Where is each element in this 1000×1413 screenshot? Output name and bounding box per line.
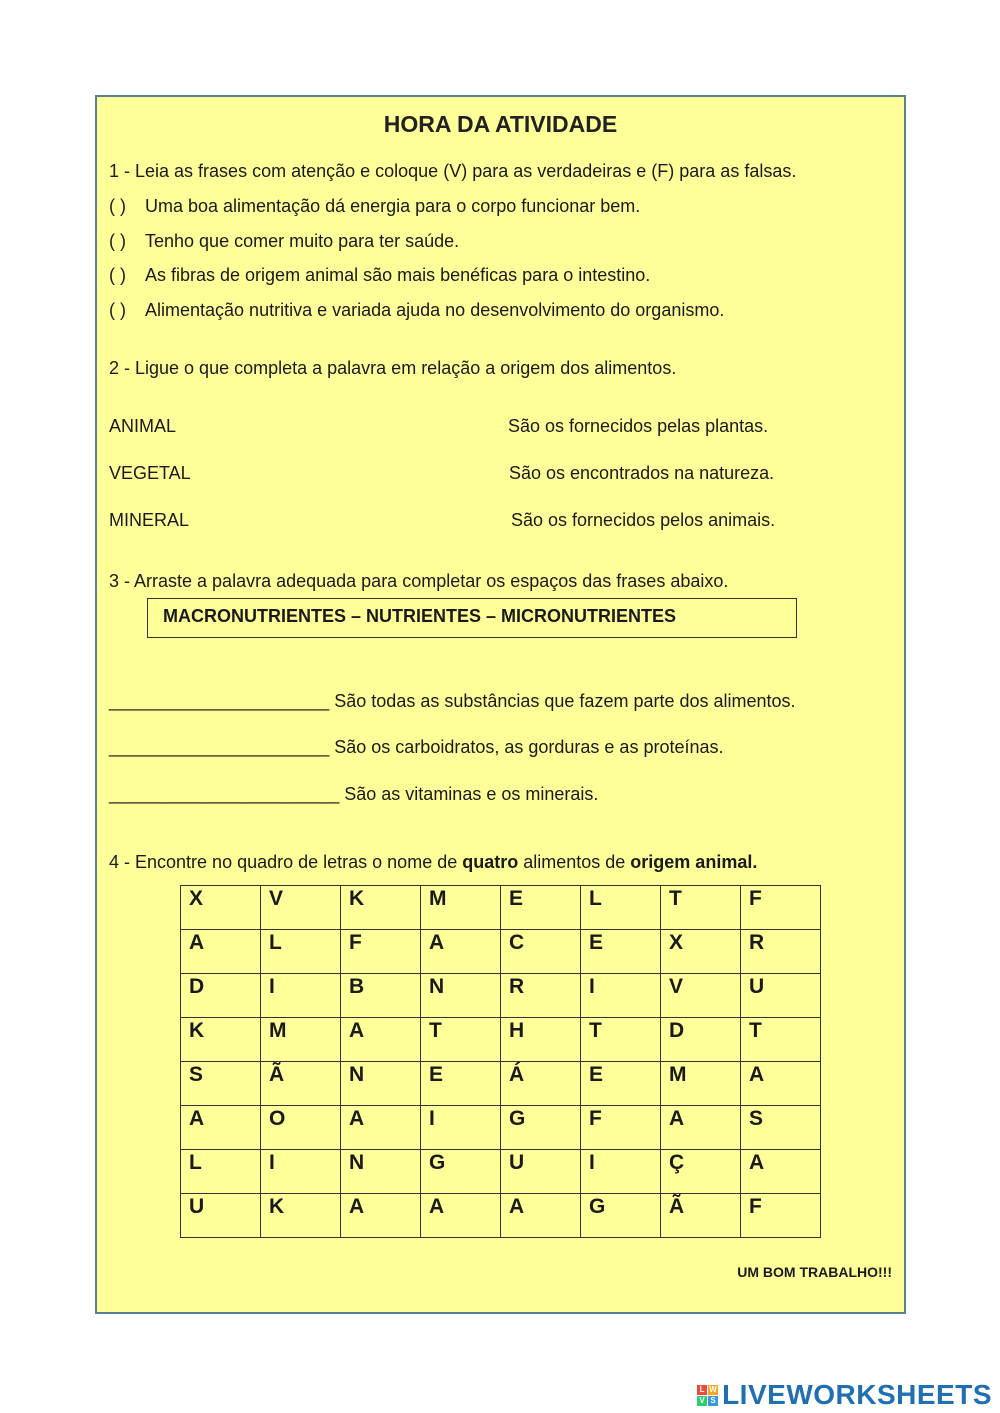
q4-prompt: 4 - Encontre no quadro de letras o nome de quatro alimentos de origem animal. bbox=[109, 852, 758, 872]
brand-name: LIVEWORKSHEETS bbox=[722, 1379, 992, 1410]
closing-note: UM BOM TRABALHO!!! bbox=[737, 1264, 892, 1280]
grid-cell[interactable]: D bbox=[661, 1018, 741, 1062]
grid-cell[interactable]: Á bbox=[501, 1062, 581, 1106]
word-bank[interactable]: MACRONUTRIENTES – NUTRIENTES – MICRONUTRIENTES bbox=[147, 598, 797, 638]
grid-cell[interactable]: A bbox=[741, 1150, 821, 1194]
grid-cell[interactable]: F bbox=[741, 886, 821, 930]
q1-item: ( ) Uma boa alimentação dá energia para o corpo funcionar bem. bbox=[109, 196, 641, 216]
grid-cell[interactable]: D bbox=[181, 974, 261, 1018]
grid-cell[interactable]: A bbox=[661, 1106, 741, 1150]
grid-cell[interactable]: N bbox=[341, 1062, 421, 1106]
grid-cell[interactable]: M bbox=[661, 1062, 741, 1106]
grid-cell[interactable]: V bbox=[261, 886, 341, 930]
blank-field[interactable]: ______________________ bbox=[109, 691, 330, 711]
grid-row bbox=[181, 886, 821, 930]
grid-row bbox=[181, 1062, 821, 1106]
grid-cell[interactable]: O bbox=[261, 1106, 341, 1150]
grid-cell[interactable]: S bbox=[741, 1106, 821, 1150]
grid-cell[interactable]: U bbox=[181, 1194, 261, 1238]
word-search-grid bbox=[180, 885, 821, 1238]
grid-cell[interactable]: A bbox=[421, 930, 501, 974]
grid-cell[interactable]: G bbox=[501, 1106, 581, 1150]
grid-cell[interactable]: E bbox=[501, 886, 581, 930]
grid-cell[interactable]: F bbox=[581, 1106, 661, 1150]
grid-cell[interactable]: X bbox=[661, 930, 741, 974]
grid-cell[interactable]: Ç bbox=[661, 1150, 741, 1194]
grid-cell[interactable]: X bbox=[181, 886, 261, 930]
q2-right-option[interactable]: São os fornecidos pelas plantas. bbox=[508, 416, 769, 436]
worksheet-panel bbox=[95, 95, 906, 1314]
grid-row bbox=[181, 1018, 821, 1062]
grid-cell[interactable]: U bbox=[501, 1150, 581, 1194]
answer-paren[interactable]: ( ) bbox=[109, 231, 126, 251]
grid-cell[interactable]: A bbox=[181, 930, 261, 974]
grid-cell[interactable]: A bbox=[341, 1106, 421, 1150]
brand-footer bbox=[697, 1378, 992, 1412]
grid-cell[interactable]: M bbox=[261, 1018, 341, 1062]
grid-cell[interactable]: F bbox=[341, 930, 421, 974]
q2-left-mineral[interactable]: MINERAL bbox=[109, 510, 190, 530]
answer-paren[interactable]: ( ) bbox=[109, 300, 126, 320]
q2-left-vegetal[interactable]: VEGETAL bbox=[109, 463, 191, 483]
grid-cell[interactable]: Ã bbox=[261, 1062, 341, 1106]
grid-cell[interactable]: I bbox=[261, 1150, 341, 1194]
grid-cell[interactable]: A bbox=[741, 1062, 821, 1106]
q1-prompt: 1 - Leia as frases com atenção e coloque (V) para as verdadeiras e (F) para as falsas. bbox=[109, 161, 797, 181]
grid-cell[interactable]: A bbox=[421, 1194, 501, 1238]
grid-cell[interactable]: T bbox=[741, 1018, 821, 1062]
grid-cell[interactable]: I bbox=[421, 1106, 501, 1150]
page-title: HORA DA ATIVIDADE bbox=[383, 111, 618, 137]
grid-cell[interactable]: G bbox=[421, 1150, 501, 1194]
grid-cell[interactable]: I bbox=[261, 974, 341, 1018]
q1-item: ( ) Tenho que comer muito para ter saúde. bbox=[109, 231, 460, 251]
grid-cell[interactable]: M bbox=[421, 886, 501, 930]
grid-cell[interactable]: U bbox=[741, 974, 821, 1018]
grid-cell[interactable]: G bbox=[581, 1194, 661, 1238]
grid-cell[interactable]: K bbox=[261, 1194, 341, 1238]
grid-cell[interactable]: I bbox=[581, 1150, 661, 1194]
grid-cell[interactable]: K bbox=[341, 886, 421, 930]
grid-cell[interactable]: A bbox=[341, 1018, 421, 1062]
grid-cell[interactable]: A bbox=[341, 1194, 421, 1238]
q3-sentence: ______________________ São todas as substâncias que fazem parte dos alimentos. bbox=[109, 691, 796, 711]
grid-cell[interactable]: I bbox=[581, 974, 661, 1018]
grid-cell[interactable]: F bbox=[741, 1194, 821, 1238]
grid-cell[interactable]: R bbox=[501, 974, 581, 1018]
grid-cell[interactable]: L bbox=[581, 886, 661, 930]
liveworksheets-logo-icon: L W V S bbox=[697, 1385, 718, 1406]
grid-cell[interactable]: E bbox=[581, 930, 661, 974]
grid-cell[interactable]: E bbox=[581, 1062, 661, 1106]
q2-prompt: 2 - Ligue o que completa a palavra em relação a origem dos alimentos. bbox=[109, 358, 677, 378]
q2-right-option[interactable]: São os encontrados na natureza. bbox=[509, 463, 775, 483]
grid-cell[interactable]: L bbox=[261, 930, 341, 974]
grid-cell[interactable]: A bbox=[181, 1106, 261, 1150]
grid-cell[interactable]: T bbox=[581, 1018, 661, 1062]
answer-paren[interactable]: ( ) bbox=[109, 196, 126, 216]
grid-row bbox=[181, 1194, 821, 1238]
grid-row bbox=[181, 930, 821, 974]
grid-cell[interactable]: Ã bbox=[661, 1194, 741, 1238]
blank-field[interactable]: ______________________ bbox=[109, 737, 330, 757]
grid-cell[interactable]: L bbox=[181, 1150, 261, 1194]
grid-cell[interactable]: E bbox=[421, 1062, 501, 1106]
grid-row bbox=[181, 1150, 821, 1194]
q3-prompt: 3 - Arraste a palavra adequada para completar os espaços das frases abaixo. bbox=[109, 571, 729, 591]
q3-sentence: ______________________ São os carboidratos, as gorduras e as proteínas. bbox=[109, 737, 724, 757]
answer-paren[interactable]: ( ) bbox=[109, 265, 126, 285]
grid-cell[interactable]: B bbox=[341, 974, 421, 1018]
grid-cell[interactable]: K bbox=[181, 1018, 261, 1062]
grid-cell[interactable]: C bbox=[501, 930, 581, 974]
grid-row bbox=[181, 974, 821, 1018]
q1-item: ( ) Alimentação nutritiva e variada ajuda no desenvolvimento do organismo. bbox=[109, 300, 725, 320]
q1-item: ( ) As fibras de origem animal são mais benéficas para o intestino. bbox=[109, 265, 651, 285]
grid-cell[interactable]: H bbox=[501, 1018, 581, 1062]
grid-cell[interactable]: N bbox=[341, 1150, 421, 1194]
grid-cell[interactable]: V bbox=[661, 974, 741, 1018]
grid-cell[interactable]: R bbox=[741, 930, 821, 974]
grid-cell[interactable]: A bbox=[501, 1194, 581, 1238]
grid-cell[interactable]: T bbox=[661, 886, 741, 930]
grid-cell[interactable]: S bbox=[181, 1062, 261, 1106]
q2-right-option[interactable]: São os fornecidos pelos animais. bbox=[511, 510, 776, 530]
grid-cell[interactable]: N bbox=[421, 974, 501, 1018]
blank-field[interactable]: _______________________ bbox=[109, 784, 340, 804]
q3-sentence: _______________________ São as vitaminas e os minerais. bbox=[109, 784, 599, 804]
grid-row bbox=[181, 1106, 821, 1150]
grid-cell[interactable]: T bbox=[421, 1018, 501, 1062]
q2-left-animal[interactable]: ANIMAL bbox=[109, 416, 177, 436]
